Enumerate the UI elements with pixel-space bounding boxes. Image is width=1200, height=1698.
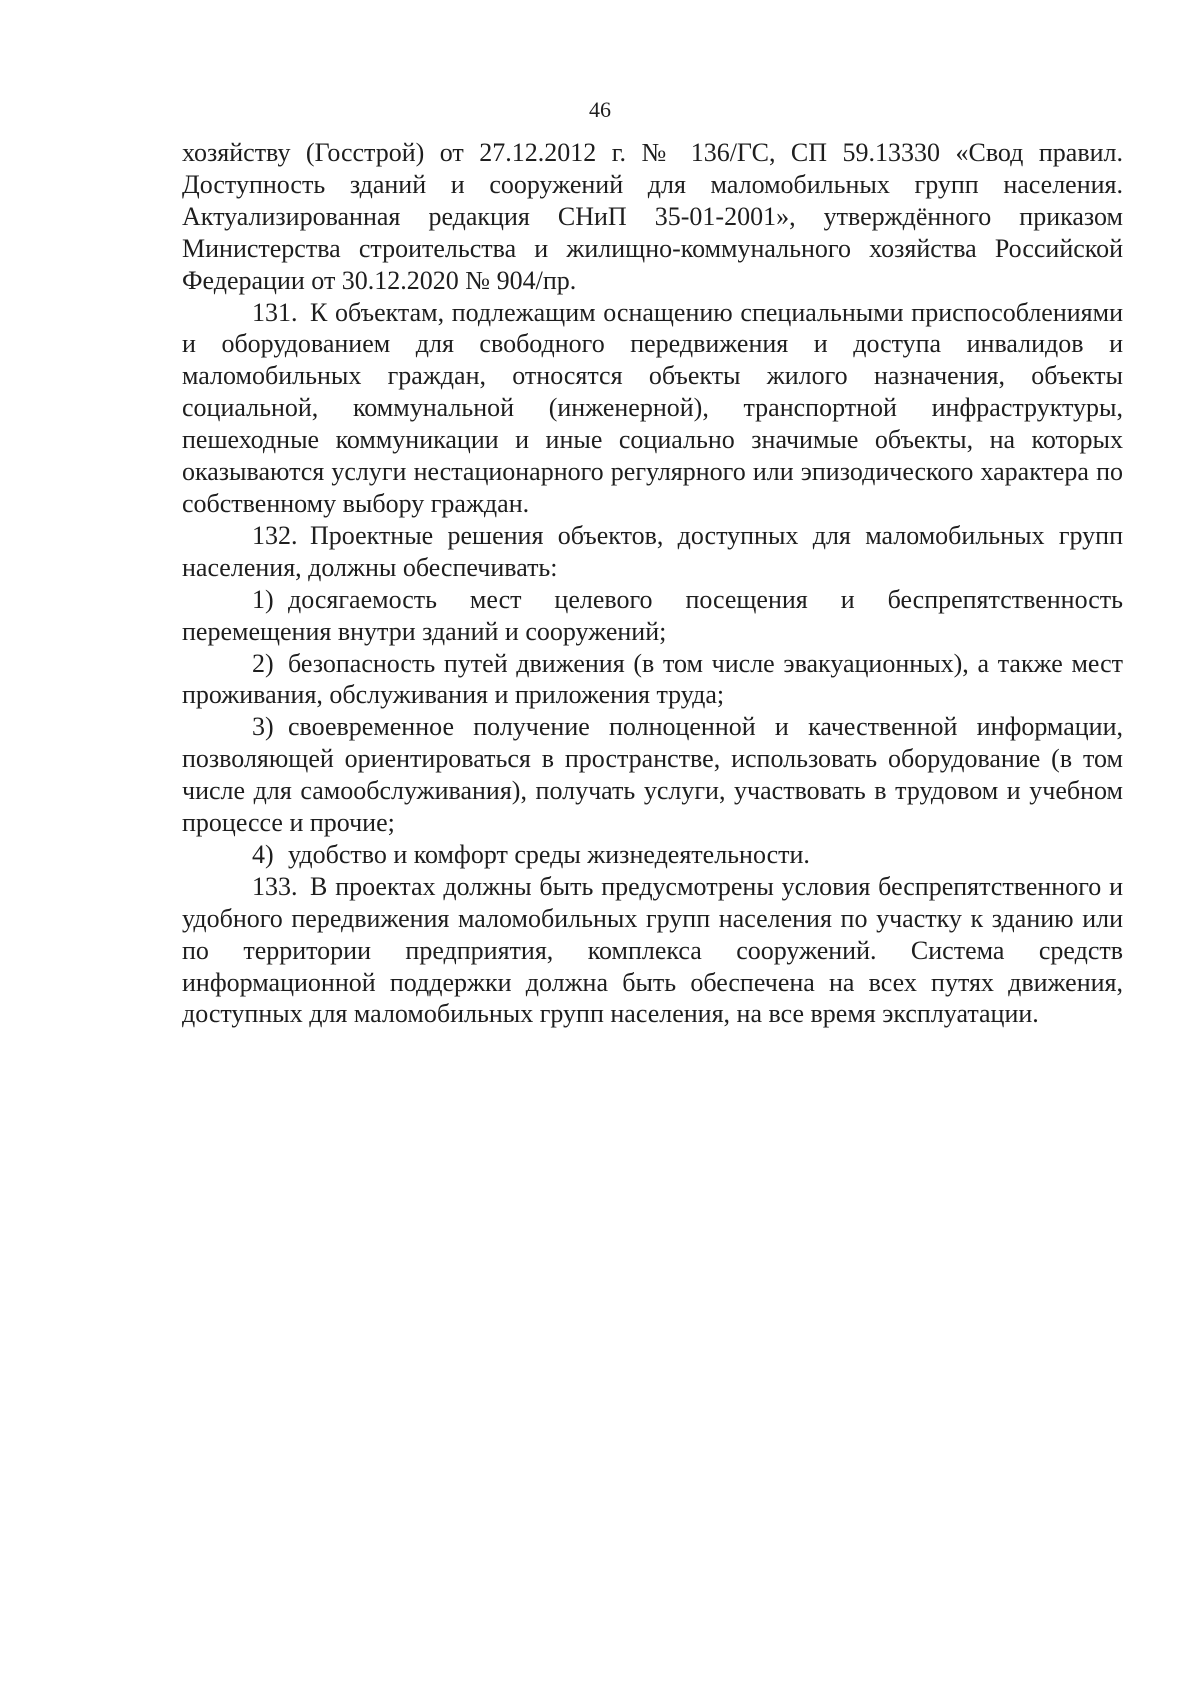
list-item-number: 3): [252, 712, 274, 742]
list-item-3: [182, 711, 1123, 839]
list-item-2: [182, 648, 1123, 712]
paragraph-133: [182, 871, 1123, 1031]
document-body: [182, 137, 1123, 1030]
paragraph-text: К объектам, подлежащим оснащению специальными приспособлениями и оборудованием для свободного передвижения и доступа инвалидов и маломобильных граждан, относятся объекты жилого назначения, объекты социальной, коммунальной (инженерной), транспортной инфраструктуры, пешеходные коммуникации и иные социально значимые объекты, на которых оказываются услуги нестационарного регулярного или эпизодического характера по собственному выбору граждан.: [182, 297, 1123, 518]
list-item-number: 4): [252, 839, 274, 869]
list-item-text: удобство и комфорт среды жизнедеятельности.: [288, 839, 810, 869]
paragraph-text: Проектные решения объектов, доступных для маломобильных групп населения, должны обеспечивать:: [182, 520, 1123, 582]
paragraph-132: [182, 520, 1123, 584]
list-item-4: [182, 839, 1123, 871]
list-item-number: 2): [252, 648, 274, 678]
list-item-number: 1): [252, 584, 274, 614]
paragraph-131: [182, 297, 1123, 520]
paragraph-continuation: [182, 137, 1123, 297]
paragraph-number: 131.: [252, 297, 298, 327]
paragraph-number: 133.: [252, 871, 298, 901]
list-item-text: своевременное получение полноценной и качественной информации, позволяющей ориентироваться в пространстве, использовать оборудование (в том числе для самообслуживания), получать услуги, участвовать в трудовом и учебном процессе и прочие;: [182, 712, 1123, 838]
paragraph-text: хозяйству (Госстрой) от 27.12.2012 г. № 136/ГС, СП 59.13330 «Свод правил. Доступность зданий и сооружений для маломобильных групп населения. Актуализированная редакция СНиП 35-01-2001», утверждённого приказом Министерства строительства и жилищно-коммунального хозяйства Российской Федерации от 30.12.2020 № 904/пр.: [182, 138, 1123, 295]
list-item-1: [182, 584, 1123, 648]
list-item-text: безопасность путей движения (в том числе эвакуационных), а также мест проживания, обслуживания и приложения труда;: [182, 648, 1123, 710]
page-number: 46: [589, 97, 611, 122]
list-item-text: досягаемость мест целевого посещения и беспрепятственность перемещения внутри зданий и сооружений;: [182, 584, 1123, 646]
paragraph-number: 132.: [252, 520, 298, 550]
paragraph-text: В проектах должны быть предусмотрены условия беспрепятственного и удобного передвижения маломобильных групп населения по участку к зданию или по территории предприятия, комплекса сооружений. Система средств информационной поддержки должна быть обеспечена на всех путях движения, доступных для маломобильных групп населения, на все время эксплуатации.: [182, 871, 1123, 1029]
